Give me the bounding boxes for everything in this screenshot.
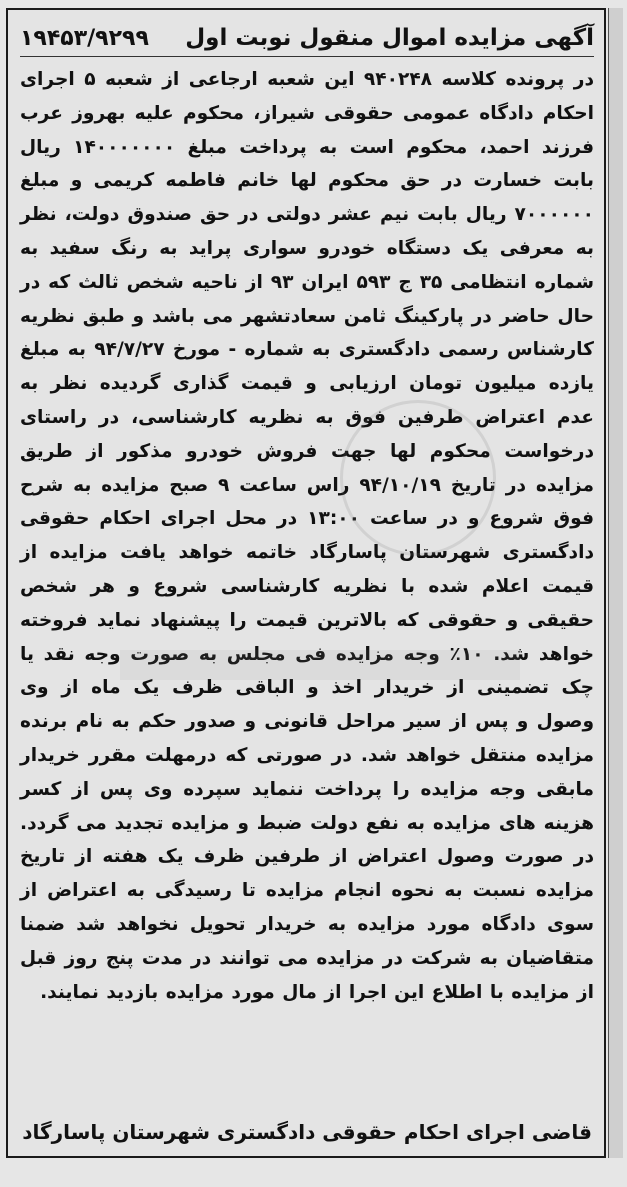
notice-signature: قاضی اجرای احکام حقوقی دادگستری شهرستان پاسارگاد	[22, 1120, 592, 1144]
auction-notice	[6, 8, 606, 1158]
reference-number: ۱۹۴۵۳/۹۲۹۹	[20, 25, 149, 51]
notice-body: در پرونده کلاسه ۹۴۰۲۴۸ این شعبه ارجاعی از شعبه ۵ اجرای احکام دادگاه عمومی حقوقی شیراز، محکوم علیه بهروز عرب فرزند احمد، محکوم است به پرداخت مبلغ ۱۴۰۰۰۰۰۰۰ ریال بابت خسارت در حق محکوم لها خانم فاطمه کریمی و مبلغ ۷۰۰۰۰۰۰ ریال بابت نیم عشر دولتی در حق صندوق دولت، نظر به معرفی یک دستگاه خودرو سواری پراید به رنگ سفید به شماره انتظامی ۳۵ ج ۵۹۳ ایران ۹۳ از ناحیه شخص ثالث که در حال حاضر در پارکینگ ثامن سعادتشهر می باشد و طبق نظریه کارشناس رسمی دادگستری به شماره - مورخ ۹۴/۷/۲۷ به مبلغ یازده میلیون تومان ارزیابی و قیمت گذاری گردیده نظر به عدم اعتراض طرفین فوق به نظریه کارشناسی، در راستای درخواست محکوم لها جهت فروش خودرو مذکور از طریق مزایده در تاریخ ۹۴/۱۰/۱۹ راس ساعت ۹ صبح مزایده به شرح فوق شروع و در ساعت ۱۳:۰۰ در محل اجرای احکام حقوقی دادگستری شهرستان پاسارگاد خاتمه خواهد یافت مزایده از قیمت اعلام شده با نظریه کارشناسی شروع و هر شخص حقیقی و حقوقی که بالاترین قیمت را پیشنهاد نماید فروخته خواهد شد. ۱۰٪ وجه مزایده فی مجلس به صورت وجه نقد یا چک تضمینی از خریدار اخذ و الباقی ظرف یک ماه از وی وصول و پس از سیر مراحل قانونی و صدور حکم به نام برنده مزایده منتقل خواهد شد. در صورتی که درمهلت مقرر خریدار مابقی وجه مزایده را پرداخت ننماید سپرده وی پس از کسر هزینه های مزایده به نفع دولت ضبط و مزایده تجدید می گردد. در صورت وصول اعتراض از طرفین ظرف یک هفته از تاریخ مزایده نسبت به نحوه انجام مزایده تا رسیدگی به اعتراض از سوی دادگاه مورد مزایده به خریدار تحویل نخواهد شد ضمنا متقاضیان به شرکت در مزایده می توانند در مدت پنج روز قبل از مزایده با اطلاع این اجرا از مال مورد مزایده بازدید نمایند.	[20, 69, 594, 1003]
notice-title: آگهی مزایده اموال منقول نوبت اول	[185, 25, 594, 51]
column-divider	[608, 8, 623, 1158]
notice-header	[20, 20, 594, 57]
